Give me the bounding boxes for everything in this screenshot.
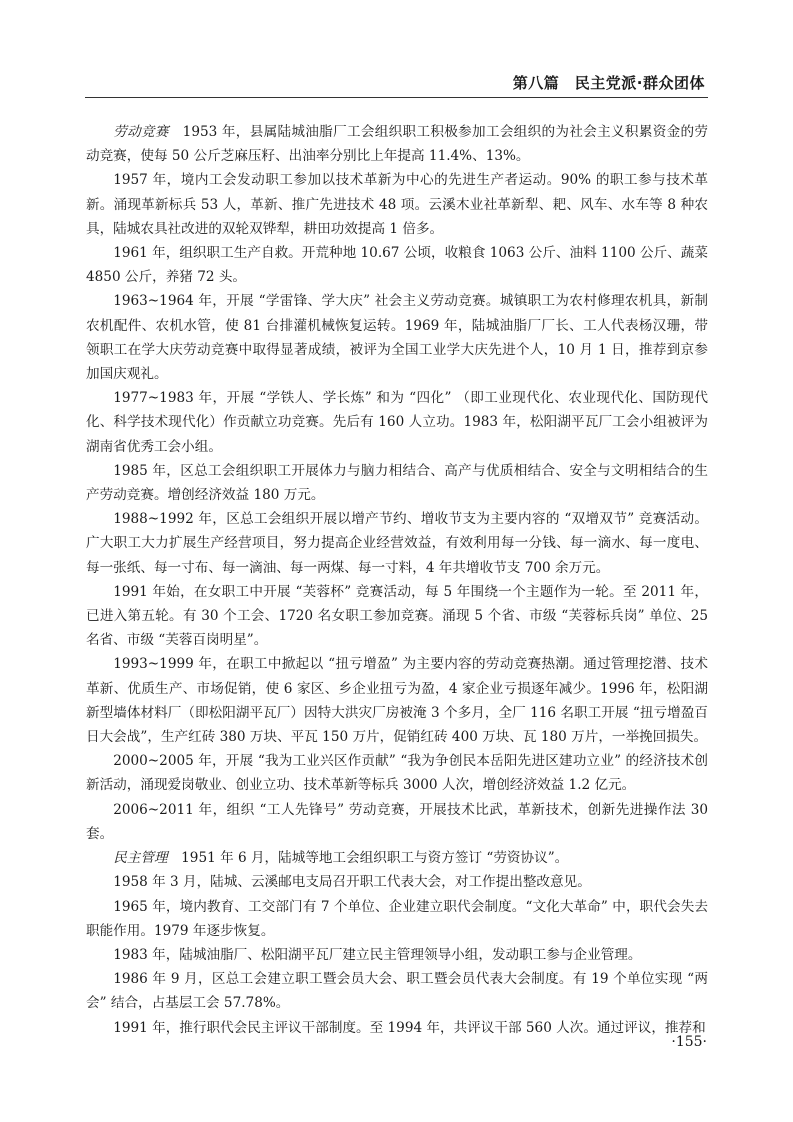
header-rule (85, 97, 708, 98)
paragraph: 1977~1983 年，开展 “学铁人、学长炼” 和为 “四化” （即工业现代化、农业现代化、国防现代化、科学技术现代化）作贡献立功竞赛。先后有 160 人立功。1983 年，松阳湖平瓦厂工会小组被评为湖南省优秀工会小组。 (86, 390, 708, 455)
page-header-title: 第八篇 民主党派·群众团体 (512, 74, 705, 92)
paragraph: 1963~1964 年，开展 “学雷锋、学大庆” 社会主义劳动竞赛。城镇职工为农村修理农机具，新制农机配件、农机水管，使 81 台排灌机械恢复运转。1969 年，陆城油脂厂厂长、工人代表杨汉珊，带领职工在学大庆劳动竞赛中取得显著成绩，被评为全国工业学大庆先进个人，10 月 1 日，推荐到京参加国庆观礼。 (86, 293, 708, 383)
paragraph: 2000~2005 年，开展 “我为工业兴区作贡献” “我为争创民本岳阳先进区建功立业” 的经济技术创新活动，涌现爱岗敬业、创业立功、技术革新等标兵 3000 人次，增创经济效益 1.2 亿元。 (86, 753, 708, 794)
paragraph: 2006~2011 年，组织 “工人先锋号” 劳动竞赛，开展技术比武，革新技术，创新先进操作法 30 套。 (86, 801, 708, 842)
paragraph: 劳动竞赛 1953 年，县属陆城油脂厂工会组织职工积极参加工会组织的为社会主义积累资金的劳动竞赛，使每 50 公斤芝麻压籽、出油率分别比上年提高 11.4%、13%。 (86, 124, 708, 165)
body-text (86, 120, 708, 1040)
paragraph: 1986 年 9 月，区总工会建立职工暨会员大会、职工暨会员代表大会制度。有 19 个单位实现 “两会” 结合，占基层工会 57.78%。 (86, 971, 708, 1012)
paragraph: 1965 年，境内教育、工交部门有 7 个单位、企业建立职代会制度。“文化大革命” 中，职代会失去职能作用。1979 年逐步恢复。 (86, 898, 708, 939)
paragraph: 民主管理 1951 年 6 月，陆城等地工会组织职工与资方签订 “劳资协议”。 (113, 850, 569, 867)
section-lead: 劳动竞赛 (113, 124, 169, 140)
paragraph: 1991 年始，在女职工中开展 “芙蓉杯” 竞赛活动，每 5 年围绕一个主题作为一轮。至 2011 年，已进入第五轮。有 30 个工会、1720 名女职工参加竞赛。涌现 5 个省、市级 “芙蓉标兵岗” 单位、25 名省、市级 “芙蓉百岗明星”。 (86, 583, 708, 649)
paragraph: 1957 年，境内工会发动职工参加以技术革新为中心的先进生产者运动。90% 的职工参与技术革新。涌现革新标兵 53 人，革新、推广先进技术 48 项。云溪木业社革新犁、耙、风车、水车等 8 种农具，陆城农具社改进的双轮双铧犁，耕田功效提高 1 倍多。 (86, 172, 708, 237)
paragraph: 1993~1999 年，在职工中掀起以 “扭亏增盈” 为主要内容的劳动竞赛热潮。通过管理挖潜、技术革新、优质生产、市场促销，使 6 家区、乡企业扭亏为盈，4 家企业亏损逐年减少。1996 年，松阳湖新型墙体材料厂（即松阳湖平瓦厂）因特大洪灾厂房被淹 3 个多月，全厂 116 名职工开展 “扭亏增盈百日大会战”，生产红砖 380 万块、平瓦 150 万片，促销红砖 400 万块、瓦 180 万片，一举挽回损失。 (86, 656, 708, 746)
paragraph: 1985 年，区总工会组织职工开展体力与脑力相结合、高产与优质相结合、安全与文明相结合的生产劳动竞赛。增创经济效益 180 万元。 (86, 462, 708, 504)
paragraph: 1991 年，推行职代会民主评议干部制度。至 1994 年，共评议干部 560 人次。通过评议，推荐和 (113, 1019, 706, 1036)
page-number: ·155· (671, 1034, 707, 1050)
paragraph: 1958 年 3 月，陆城、云溪邮电支局召开职工代表大会，对工作提出整改意见。 (113, 874, 591, 891)
paragraph: 1983 年，陆城油脂厂、松阳湖平瓦厂建立民主管理领导小组，发动职工参与企业管理。 (113, 946, 642, 963)
paragraph: 1988~1992 年，区总工会组织开展以增产节约、增收节支为主要内容的 “双增双节” 竞赛活动。广大职工大力扩展生产经营项目，努力提高企业经营效益，有效利用每一分钱、每一滴水、每一度电、每一张纸、每一寸布、每一滴油、每一两煤、每一寸料，4 年共增收节支 700 余万元。 (86, 511, 708, 576)
paragraph: 1961 年，组织职工生产自救。开荒种地 10.67 公顷，收粮食 1063 公斤、油料 1100 公斤、蔬菜 4850 公斤，养猪 72 头。 (86, 245, 708, 286)
section-lead: 民主管理 (113, 850, 168, 867)
